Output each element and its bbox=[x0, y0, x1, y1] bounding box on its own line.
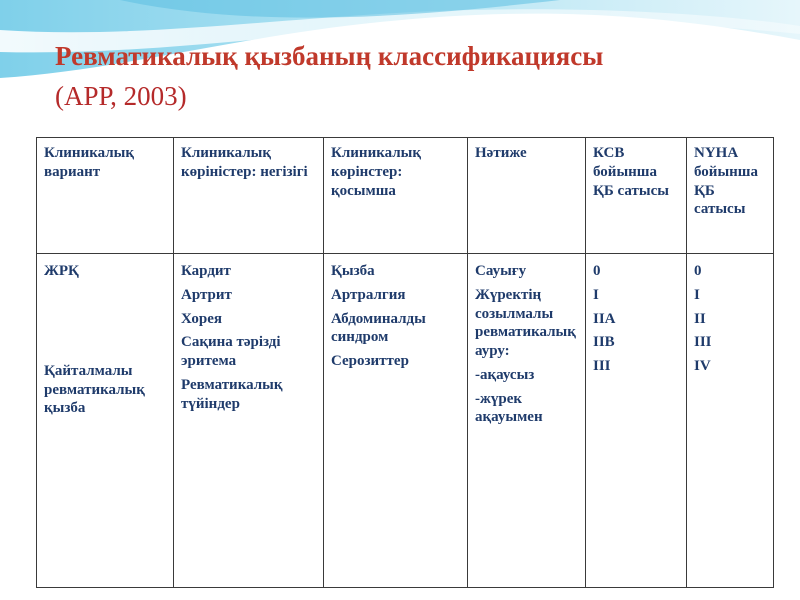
header-cell: Нәтиже bbox=[468, 138, 586, 254]
list-item: Артрит bbox=[181, 286, 232, 303]
classification-table bbox=[36, 137, 774, 588]
list-item: 0 bbox=[694, 263, 702, 279]
list-item: II bbox=[694, 310, 706, 327]
list-item: III bbox=[694, 334, 712, 351]
cell-additional-manifestations bbox=[324, 254, 468, 588]
list-item: IIA bbox=[593, 310, 616, 327]
list-item: Сақина тәрізді эритема bbox=[181, 334, 281, 369]
list-item: III bbox=[593, 358, 611, 374]
list-item: I bbox=[694, 286, 700, 303]
list-item: -ақаусыз bbox=[475, 366, 535, 383]
cell-main-manifestations bbox=[174, 254, 324, 588]
list-item: Сауығу bbox=[475, 263, 527, 279]
header-cell: Клиникалық көрінстер: қосымша bbox=[324, 138, 468, 254]
list-item: IIB bbox=[593, 334, 615, 351]
cell-outcome bbox=[468, 254, 586, 588]
list-item: ЖРҚ bbox=[44, 263, 79, 279]
page-title: Ревматикалық қызбаның классификациясы bbox=[55, 41, 604, 71]
list-item: Серозиттер bbox=[331, 353, 409, 369]
page-subtitle: (АРР, 2003) bbox=[55, 81, 187, 111]
table-header-row bbox=[37, 138, 774, 254]
list-item: Жүректің созылмалы ревматикалық ауру: bbox=[475, 286, 576, 359]
list-item: Қайталмалы ревматикалық қызба bbox=[44, 362, 145, 417]
list-item: Артралгия bbox=[331, 286, 406, 303]
header-cell: NYHA бойынша ҚБ сатысы bbox=[687, 138, 774, 254]
list-item: I bbox=[593, 286, 599, 303]
list-item: Хорея bbox=[181, 310, 222, 327]
table-row bbox=[37, 254, 774, 588]
header-cell: КСВ бойынша ҚБ сатысы bbox=[586, 138, 687, 254]
list-item: Абдоминалды синдром bbox=[331, 310, 426, 346]
list-item: IV bbox=[694, 358, 711, 374]
list-item: Ревматикалық түйіндер bbox=[181, 376, 283, 412]
list-item: Қызба bbox=[331, 263, 375, 279]
cell-clinical-variant bbox=[37, 254, 174, 588]
header-cell: Клиникалық вариант bbox=[37, 138, 174, 254]
list-item: -жүрек ақауымен bbox=[475, 390, 543, 426]
header-cell: Клиникалық көріністер: негізігі bbox=[174, 138, 324, 254]
list-item: Кардит bbox=[181, 263, 231, 279]
cell-ksv-stage bbox=[586, 254, 687, 588]
list-item: 0 bbox=[593, 263, 601, 279]
cell-nyha-stage bbox=[687, 254, 774, 588]
